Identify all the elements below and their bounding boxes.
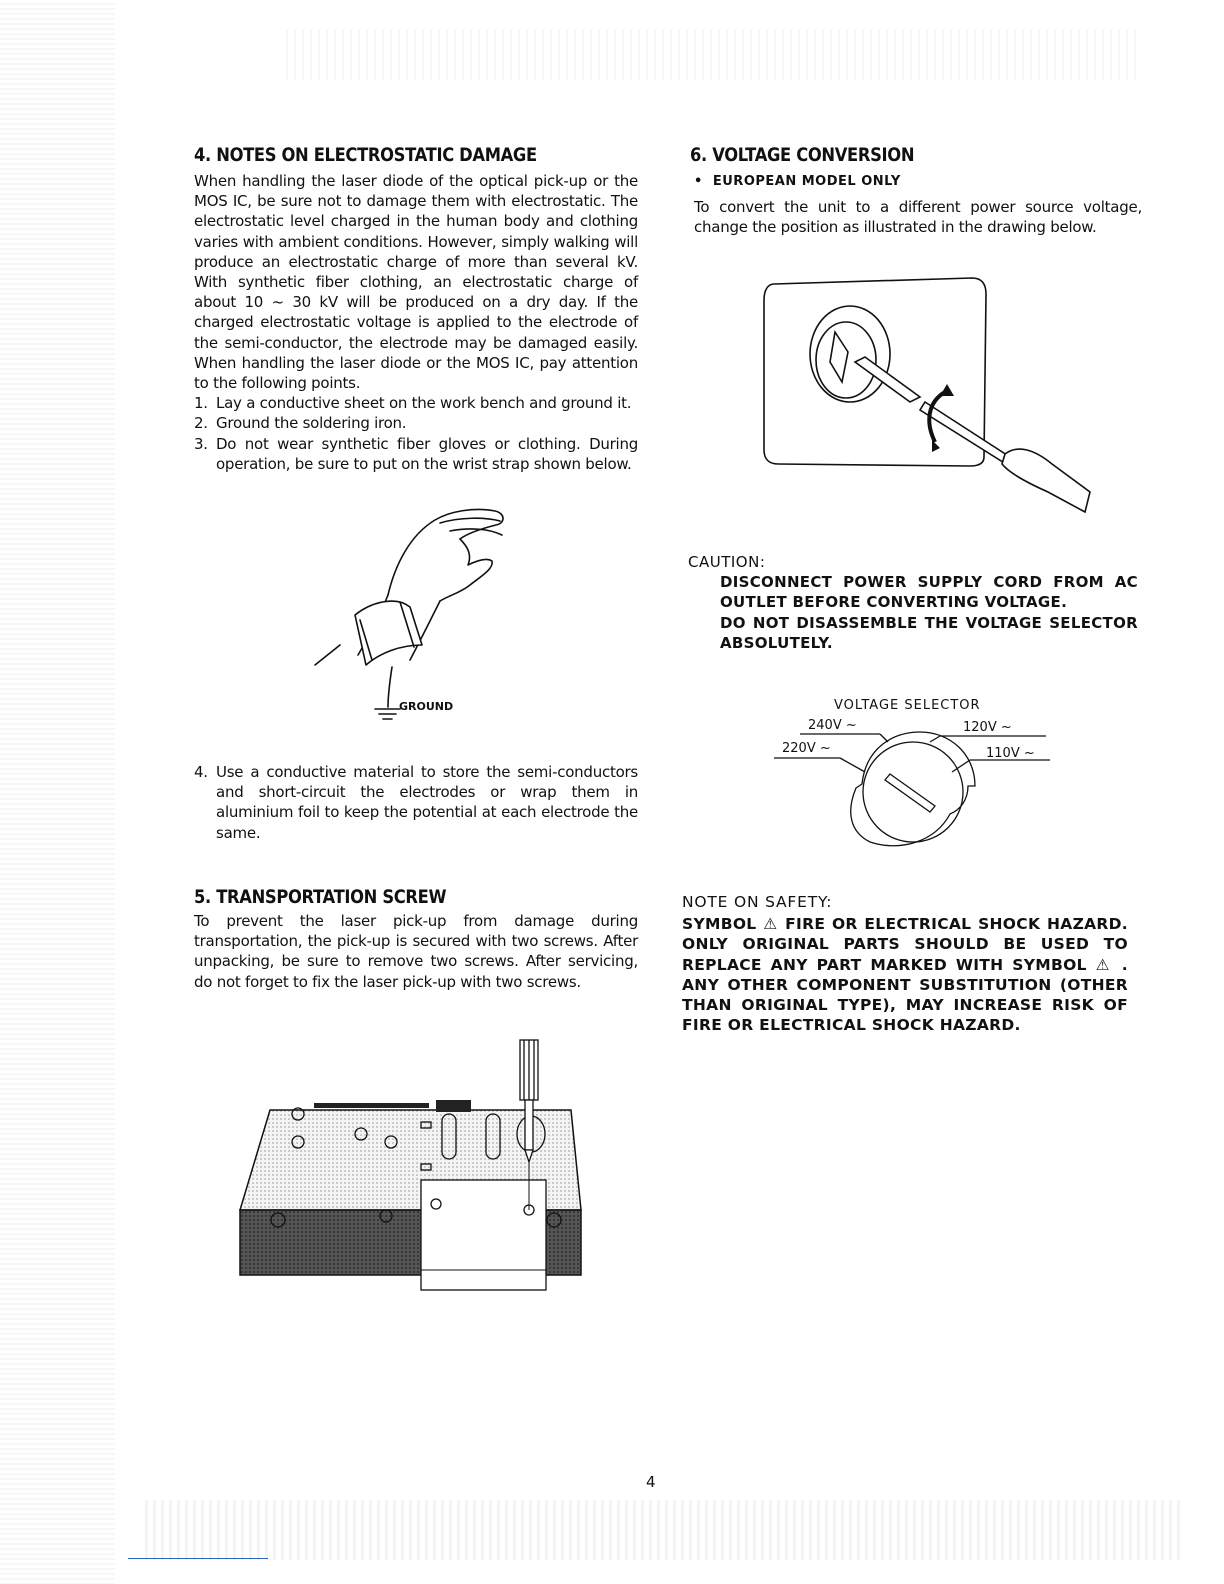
selector-title: VOLTAGE SELECTOR xyxy=(834,698,981,713)
section-4-heading: 4. NOTES ON ELECTROSTATIC DAMAGE xyxy=(194,144,537,166)
section-5-body: To prevent the laser pick-up from damage during transportation, the pick-up is secured with two screws. After unpacking, be sure to remove two screws. After servicing, do not forget to fix the laser pick-up with two screws. xyxy=(194,912,638,991)
scan-noise-top xyxy=(280,30,1140,80)
label-240v: 240V ~ xyxy=(808,718,857,733)
label-110v: 110V ~ xyxy=(986,746,1035,761)
section-6-heading: 6. VOLTAGE CONVERSION xyxy=(690,144,915,166)
bullet-icon: • xyxy=(694,174,713,189)
section-5 xyxy=(194,884,638,992)
section-5-heading: 5. TRANSPORTATION SCREW xyxy=(194,886,447,908)
right-column xyxy=(682,142,1142,237)
caution-line: DISCONNECT POWER SUPPLY CORD FROM AC OUTLET BEFORE CONVERTING VOLTAGE. xyxy=(720,573,1138,612)
ground-label: GROUND xyxy=(399,700,454,713)
safety-text: SYMBOL ⚠ FIRE OR ELECTRICAL SHOCK HAZARD. ONLY ORIGINAL PARTS SHOULD BE USED TO REPLACE ANY PART MARKED WITH SYMBOL ⚠ . ANY OTHER COMPONENT SUBSTITUTION (OTHER THAN ORIGINAL TYPE), MAY INCREASE RISK OF FIRE OR ELECTRICAL SHOCK HAZARD. xyxy=(682,915,1128,1035)
section-6-body: To convert the unit to a different power source voltage, change the position as illustrated in the drawing below. xyxy=(694,198,1142,237)
voltage-screwdriver-figure xyxy=(760,272,1100,537)
model-bullet: • EUROPEAN MODEL ONLY xyxy=(694,174,901,189)
step-item: 4. Use a conductive material to store the semi-conductors and short-circuit the electrodes or wrap them in aluminium foil to keep the potential at each electrode the same. xyxy=(194,763,638,842)
voltage-selector-diagram xyxy=(770,692,1060,862)
wrist-strap-figure xyxy=(300,495,530,735)
scan-line xyxy=(128,1558,268,1559)
transport-screw-figure xyxy=(236,1030,616,1330)
scan-edge-shading xyxy=(0,0,115,1584)
caution-line: DO NOT DISASSEMBLE THE VOLTAGE SELECTOR ABSOLUTELY. xyxy=(720,613,1138,652)
caution-block xyxy=(688,552,1138,653)
page-number: 4 xyxy=(646,1473,656,1491)
step-item: 1. Lay a conductive sheet on the work bench and ground it. xyxy=(194,394,632,413)
scan-noise-bottom xyxy=(140,1500,1180,1560)
safety-title: NOTE ON SAFETY: xyxy=(682,893,833,911)
step-item: 3. Do not wear synthetic fiber gloves or clothing. During operation, be sure to put on the wrist strap shown below. xyxy=(194,434,638,473)
label-220v: 220V ~ xyxy=(782,741,831,756)
section-4-intro: When handling the laser diode of the optical pick-up or the MOS IC, be sure not to damage them with electrostatic. The electrostatic level charged in the human body and clothing varies with ambient conditions. However, simply walking will produce an electrostatic charge of more than several kV. With synthetic fiber clothing, an electrostatic charge of about 10 ~ 30 kV will be produced on a dry day. If the charged electrostatic voltage is applied to the electrode of the semi-conductor, the electrode may be damaged easily. When handling the laser diode or the MOS IC, pay attention to the following points. xyxy=(194,172,638,393)
label-120v: 120V ~ xyxy=(963,720,1012,735)
step-item: 2. Ground the soldering iron. xyxy=(194,414,407,433)
step-4-block xyxy=(194,762,638,843)
safety-note xyxy=(682,892,1128,1036)
caution-title: CAUTION: xyxy=(688,553,766,571)
left-column xyxy=(194,142,638,474)
section-4-steps xyxy=(194,393,638,474)
